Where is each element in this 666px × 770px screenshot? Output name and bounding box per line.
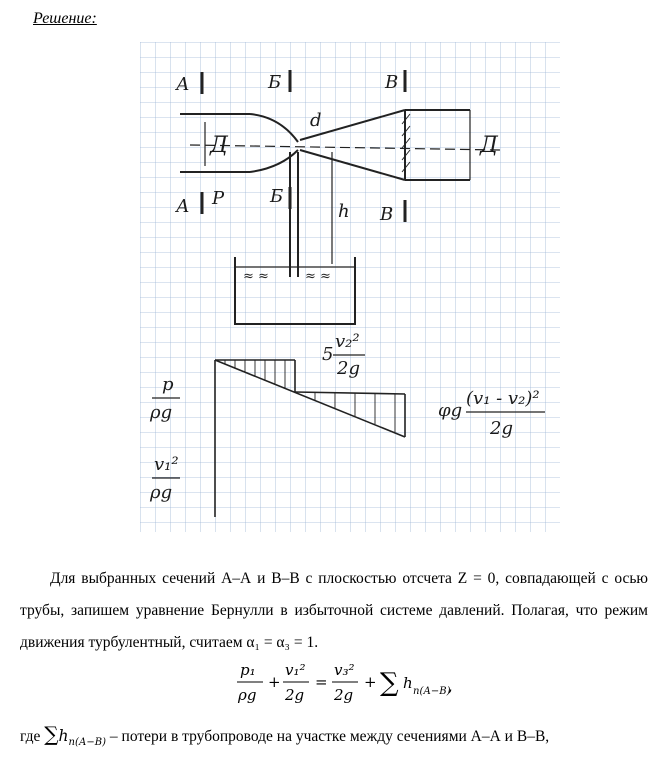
eq-plus1: +: [268, 673, 281, 691]
label-sec-b-bot: Б: [270, 186, 284, 207]
eq-v3sq: v₃²: [334, 661, 355, 679]
label-loss5-den: 2g: [337, 358, 360, 379]
bernoulli-equation: [235, 655, 535, 709]
label-loss5-num: v₂²: [335, 331, 360, 352]
eq-v1sq: v₁²: [285, 661, 306, 679]
where-h: h: [58, 727, 69, 745]
where-prefix: где: [20, 728, 41, 745]
label-v-num: v₁²: [154, 454, 179, 475]
venturi-sketch: [140, 42, 560, 532]
eq-plus2: +: [364, 673, 377, 691]
eq-2g-2: 2g: [334, 686, 354, 704]
eq-p1: p₁: [240, 661, 256, 679]
label-wave-right: ≈ ≈: [305, 269, 331, 284]
label-dia-right: Д: [480, 133, 498, 158]
paragraph-text: Для выбранных сечений А–А и В–В с плоскостью отсчета Z = 0, совпадающей с осью трубы, запишем уравнение Бернулли в избыточной системе давлений. Полагая, что режим движения турбулентный, считаем α₁ = α₃ = 1.: [20, 570, 648, 651]
eq-comma: ,: [448, 677, 453, 695]
eq-2g-1: 2g: [285, 686, 305, 704]
eq-sum: ∑: [380, 668, 399, 698]
label-sec-b-top: Б: [268, 72, 282, 93]
label-v-den: ρg: [150, 482, 173, 503]
grid-paper: [140, 42, 560, 532]
label-p-den: ρg: [150, 402, 173, 423]
label-p-num: p: [162, 374, 174, 395]
label-sec-a-top: А: [176, 74, 190, 95]
eq-rhog: ρg: [238, 686, 257, 704]
label-height: h: [338, 201, 350, 222]
label-dia-left: Д: [210, 133, 228, 158]
label-loss5-coef: 5: [322, 344, 334, 365]
eq-equals: =: [315, 673, 328, 691]
where-sum: ∑: [44, 722, 59, 746]
label-loss-num: (v₁ - v₂)²: [466, 388, 540, 409]
where-text: – потери в трубопроводе на участке между сечениями А–А и В–В,: [106, 728, 550, 745]
label-sec-v-bot: В: [380, 204, 394, 225]
label-sec-v-top: В: [385, 72, 399, 93]
label-loss-phi: φg: [438, 400, 463, 421]
eq-h: h: [403, 674, 413, 692]
where-clause: [20, 722, 549, 748]
where-sub: п(А−В): [68, 737, 107, 749]
label-sec-a-bot: А: [176, 196, 190, 217]
label-loss-den: 2g: [490, 418, 513, 439]
label-throat: d: [310, 110, 322, 131]
label-point: P: [212, 188, 225, 209]
solution-heading: Решение:: [33, 10, 97, 27]
label-wave-left: ≈ ≈: [243, 269, 269, 284]
eq-sub: п(А−В): [413, 686, 451, 697]
paragraph-bernoulli-intro: [20, 563, 648, 659]
